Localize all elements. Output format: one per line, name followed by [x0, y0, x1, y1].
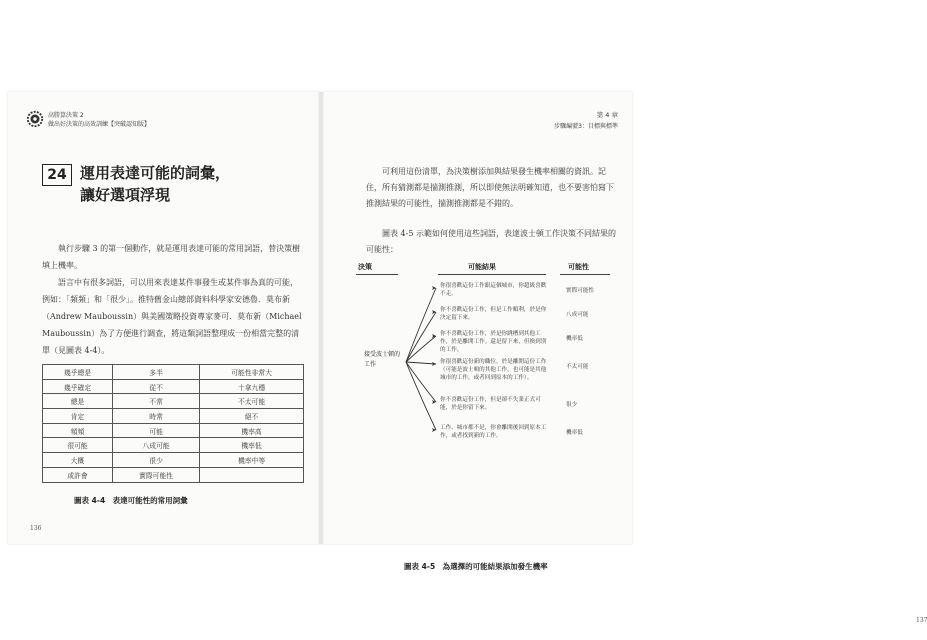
left-page	[8, 92, 320, 544]
paragraph: 執行步驟 3 的第一個動作，就是運用表達可能的常用詞語，替決策樹填上機率。	[42, 244, 301, 270]
outcome-text: 工作、城市都不是，你會離開後回到原本工作，或者找到新的工作。	[440, 425, 547, 440]
outcome-text: 你不喜歡這份工作，但是工作順利，於是你決定留下來。	[440, 307, 547, 322]
table-cell: 八成可能	[113, 438, 200, 453]
book-subtitle: 做出好決策的高效訓練【突破認知版】	[48, 121, 151, 128]
table-cell: 從不	[113, 379, 200, 394]
outcome-text: 你不喜歡這份工作，但是卻不失業正式可能，於是你留下來。	[440, 397, 541, 412]
section-title-line-1: 運用表達可能的詞彙，	[80, 164, 231, 182]
probability-label: 很少	[566, 402, 578, 408]
gear-logo-icon	[26, 110, 44, 128]
table-cell: 頻頻	[43, 423, 113, 438]
table-cell: 幾乎總是	[43, 365, 113, 380]
probability-label: 八成可能	[566, 312, 589, 318]
table-cell: 實際可能性	[113, 467, 200, 482]
table-cell: 幾乎確定	[43, 379, 113, 394]
branch-arrow	[406, 362, 436, 364]
table-row	[43, 365, 304, 380]
table-cell: 時常	[113, 409, 200, 424]
table-row	[43, 467, 304, 482]
probability-label: 機率低	[566, 336, 583, 342]
outcome-text: 你很喜歡這份工作跟這個城市，你超級喜歡不走。	[440, 283, 547, 298]
decision-outcome-diagram	[328, 262, 628, 472]
table-row	[43, 379, 304, 394]
paragraph: 語言中有很多詞語，可以用來表達某件事發生或某件事為真的可能，例如：「頻頻」和「很少」。推特舊金山總部資料科學家安德魯．莫布新（Andrew Mauboussin）與美國策略投資專家麥可．莫布新（Michael Mauboussin）為了方便進行調查，將這類詞語整理成一份相當完整的清單（見圖表 4-4）。	[42, 278, 302, 355]
table-cell: 很少	[113, 453, 200, 468]
table-cell: 大概	[43, 453, 113, 468]
book-series: 高勝算決策 2	[48, 112, 84, 119]
table-cell: 總是	[43, 394, 113, 409]
probability-label: 實際可能性	[566, 288, 594, 294]
probability-label: 機率低	[566, 430, 583, 436]
decision-header: 決策	[358, 263, 372, 271]
section-number: 24	[42, 164, 72, 186]
table-cell: 可能	[113, 423, 200, 438]
table-cell: 十拿九穩	[200, 379, 304, 394]
table-row	[43, 453, 304, 468]
table-row	[43, 409, 304, 424]
table-row	[43, 438, 304, 453]
decision-label: 接受波士頓的工作	[364, 351, 401, 368]
table-cell: 或許會	[43, 467, 113, 482]
table-cell: 不常	[113, 394, 200, 409]
figure-caption: 圖表 4-4 表達可能性的常用詞彙	[74, 496, 188, 505]
outcome-text: 你不喜歡這份工作，於是你跳槽到其他工作，於是離開工作。還是留下來，但換到別的工作。	[440, 331, 547, 354]
probability-label: 不太可能	[566, 364, 589, 370]
paragraph: 可利用這份清單，為決策樹添加與結果發生機率相關的資訊。記住，所有猜測都是揣測推測，所以即使無法明確知道，也不要害怕寫下推測結果的可能性，揣測推測都是不錯的。	[366, 167, 614, 208]
table-row	[43, 423, 304, 438]
section-title-line-2: 讓好選項浮現	[80, 186, 171, 204]
page-number: 137	[916, 617, 927, 624]
table-cell: 機率中等	[200, 453, 304, 468]
table-cell: 很可能	[43, 438, 113, 453]
page-number: 136	[30, 525, 42, 532]
table-cell	[200, 467, 304, 482]
branch-arrow	[406, 362, 436, 402]
table-cell: 不太可能	[200, 394, 304, 409]
step-label: 步驟編號3：目標與標準	[554, 123, 618, 130]
table-row	[43, 394, 304, 409]
chapter-label: 第 4 章	[596, 111, 618, 119]
table-cell: 絕不	[200, 409, 304, 424]
table-cell: 機率低	[200, 438, 304, 453]
table-cell: 可能性非常大	[200, 365, 304, 380]
branch-arrow	[406, 288, 436, 362]
probability-words-table	[42, 364, 304, 483]
running-header-right	[498, 110, 618, 130]
outcome-header: 可能結果	[468, 263, 496, 271]
outcome-text: 你很喜歡這份新的職位，於是離開這份工作（可能是波士頓的其他工作，也可能是其他城市的工作，或者回到原本的工作）。	[440, 359, 547, 382]
table-cell: 機率高	[200, 423, 304, 438]
branch-arrow	[406, 312, 436, 362]
figure-caption: 圖表 4-5 為選擇的可能結果添加發生機率	[404, 562, 548, 571]
table-cell: 多半	[113, 365, 200, 380]
probability-header: 可能性	[568, 263, 589, 271]
table-cell: 肯定	[43, 409, 113, 424]
section-title	[80, 162, 230, 206]
paragraph: 圖表 4-5 示範如何使用這些詞語，表達波士頓工作決策不同結果的可能性：	[366, 229, 616, 254]
